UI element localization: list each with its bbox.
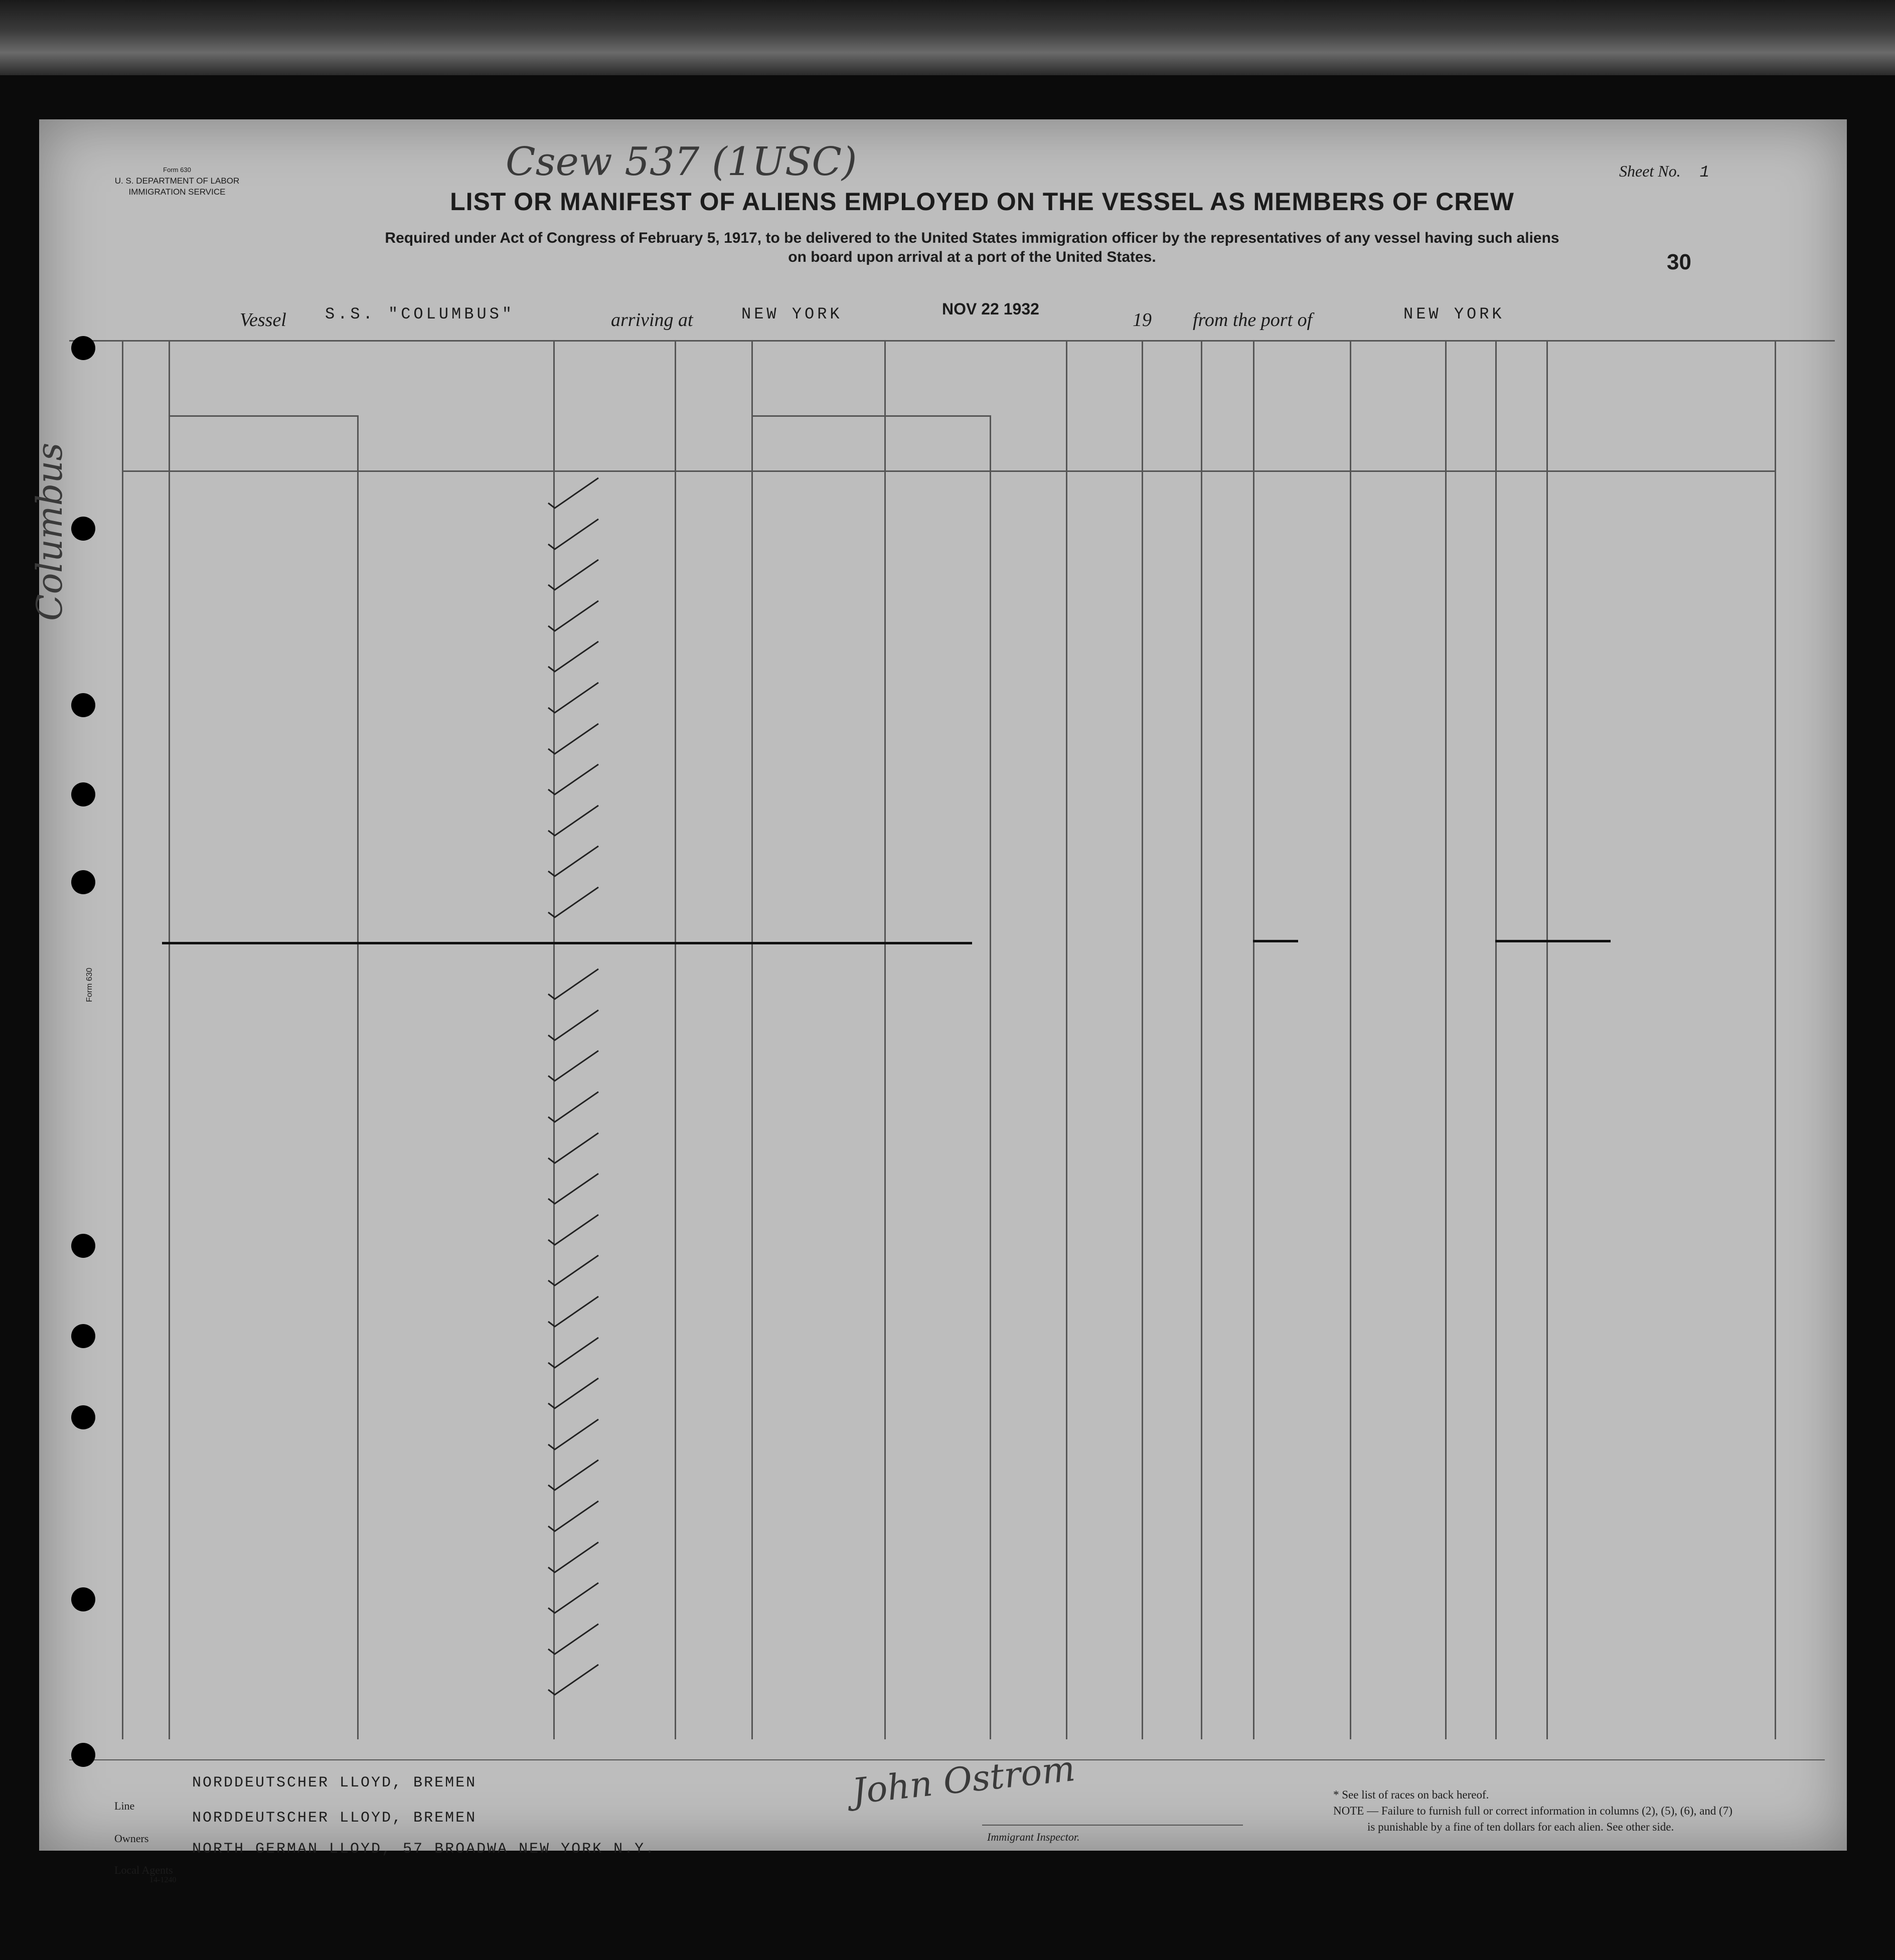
footnote-penalty-2: is punishable by a fine of ten dollars for each alien. See other side. (1367, 1821, 1674, 1833)
subtitle (260, 229, 1684, 267)
name-subheader-rule (169, 415, 357, 417)
footnote-penalty-1: NOTE — Failure to furnish full or correct information in columns (2), (5), (6), and (7) (1333, 1805, 1732, 1817)
inspector-label: Immigrant Inspector. (987, 1831, 1080, 1843)
check-mark-icon (546, 1335, 601, 1370)
column-rule (1253, 340, 1254, 1739)
column-rule (1201, 340, 1202, 1739)
subtitle-line-2: on board upon arrival at a port of the United States. (788, 249, 1156, 265)
check-mark-icon (546, 966, 601, 1002)
check-mark-icon (546, 1253, 601, 1288)
check-mark-icon (546, 1457, 601, 1493)
row-strikethrough (1253, 940, 1298, 942)
column-rule (122, 340, 123, 1739)
binder-hole (71, 1324, 95, 1348)
page-number: 30 (1667, 250, 1691, 274)
footnote-races: * See list of races on back hereof. (1333, 1788, 1489, 1801)
owners-value: NORDDEUTSCHER LLOYD, BREMEN (192, 1810, 477, 1827)
check-mark-icon (546, 1580, 601, 1615)
check-mark-icon (546, 1008, 601, 1043)
column-rule (1445, 340, 1447, 1739)
column-rule (1546, 340, 1548, 1739)
arriving-label: arriving at (611, 309, 693, 331)
agents-label: Local Agents (114, 1864, 173, 1876)
check-mark-icon (546, 844, 601, 879)
check-mark-icon (546, 762, 601, 797)
binder-hole (71, 517, 95, 541)
owners-label: Owners (114, 1832, 149, 1845)
check-mark-icon (546, 1499, 601, 1534)
binder-hole (71, 1743, 95, 1767)
binder-hole (71, 336, 95, 360)
department-label: U. S. DEPARTMENT OF LABOR (114, 176, 240, 186)
column-rule (357, 415, 359, 1739)
column-rule (1142, 340, 1143, 1739)
footnotes (1333, 1787, 1835, 1835)
check-mark-icon (546, 1417, 601, 1452)
binder-hole (71, 1587, 95, 1611)
column-rule (884, 340, 886, 1739)
check-mark-icon (546, 517, 601, 552)
from-port-label: from the port of (1193, 309, 1313, 331)
column-rule (1775, 340, 1776, 1739)
check-mark-icon (546, 1130, 601, 1166)
check-mark-icon (546, 475, 601, 511)
line-value: NORDDEUTSCHER LLOYD, BREMEN (192, 1774, 477, 1791)
check-mark-icon (546, 803, 601, 838)
subtitle-line-1: Required under Act of Congress of February 5, 1917, to be delivered to the United States immigration officer by the representatives of any vessel having such aliens (385, 230, 1559, 246)
table-top-rule (69, 340, 1835, 342)
page-title: LIST OR MANIFEST OF ALIENS EMPLOYED ON THE VESSEL AS MEMBERS OF CREW (450, 188, 1514, 216)
check-mark-icon (546, 1621, 601, 1657)
arriving-port: NEW YORK (741, 305, 843, 323)
sheet-number-block (1619, 162, 1712, 182)
row-strikethrough (1495, 940, 1611, 942)
binder-hole (71, 1234, 95, 1258)
check-mark-icon (546, 1048, 601, 1083)
signature-line (982, 1825, 1243, 1826)
column-rule (1495, 340, 1497, 1739)
from-port: NEW YORK (1403, 305, 1505, 323)
row-strikethrough (162, 942, 972, 944)
vessel-label: Vessel (240, 309, 286, 331)
column-rule (990, 415, 991, 1739)
form-label: Form 630 (163, 166, 191, 174)
sheet-label: Sheet No. (1619, 162, 1681, 180)
table-header-rule (122, 470, 1775, 472)
form-header-block (94, 165, 260, 198)
column-rule (675, 340, 676, 1739)
check-mark-icon (546, 1171, 601, 1206)
handwritten-reference: Csew 537 (1USC) (506, 139, 857, 185)
column-rule (751, 340, 753, 1739)
check-mark-icon (546, 557, 601, 592)
column-rule (1066, 340, 1067, 1739)
film-top-strip (0, 0, 1895, 75)
footer-divider (69, 1759, 1825, 1760)
check-mark-icon (546, 1376, 601, 1411)
shipped-subheader-rule (751, 415, 990, 417)
vessel-name: S.S. "COLUMBUS" (325, 305, 515, 323)
check-mark-icon (546, 1212, 601, 1247)
manifest-sheet (29, 119, 1847, 1884)
check-mark-icon (546, 721, 601, 756)
agents-value: NORTH GERMAN LLOYD, 57 BROADWA NEW YORK N.Y. (192, 1841, 656, 1858)
column-rule (1350, 340, 1351, 1739)
check-mark-icon (546, 1089, 601, 1124)
binder-hole (71, 870, 95, 894)
line-label: Line (114, 1800, 135, 1812)
check-mark-icon (546, 639, 601, 674)
check-mark-icon (546, 1540, 601, 1575)
margin-form-label: Form 630 (85, 967, 94, 1002)
margin-columbus-note: Columbus (29, 442, 70, 621)
form-code: 14-1240 (149, 1876, 177, 1884)
binder-hole (71, 693, 95, 717)
check-mark-icon (546, 1662, 601, 1697)
check-mark-icon (546, 598, 601, 633)
check-mark-icon (546, 885, 601, 920)
binder-hole (71, 1405, 95, 1429)
service-label: IMMIGRATION SERVICE (128, 187, 226, 197)
inspector-signature: John Ostrom (850, 1747, 1077, 1813)
binder-hole (71, 782, 95, 806)
check-mark-icon (546, 1294, 601, 1329)
vessel-line (240, 300, 1694, 335)
sheet-number: 1 (1699, 163, 1712, 182)
arrival-date-stamp: NOV 22 1932 (942, 300, 1039, 318)
year-prefix: 19 (1133, 309, 1152, 331)
check-mark-icon (546, 680, 601, 715)
column-rule (169, 340, 170, 1739)
